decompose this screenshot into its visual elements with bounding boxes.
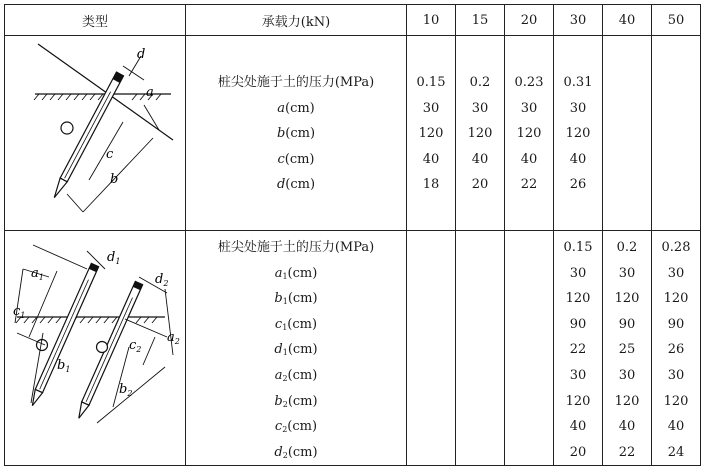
unit: (cm): [285, 126, 316, 141]
type2-labels: [186, 231, 407, 466]
cell: 0.31: [563, 75, 593, 90]
cell: 120: [565, 291, 591, 307]
type2-col-30: [554, 231, 603, 466]
cell: 22: [618, 444, 636, 460]
type1-col-50: [652, 36, 701, 231]
header-type: 类型: [5, 5, 186, 36]
cell: 40: [569, 151, 587, 167]
cell: 18: [422, 177, 440, 192]
cell: 26: [667, 342, 685, 358]
type1-row: [5, 36, 701, 231]
header-load-50: 50: [652, 5, 701, 36]
var-d: d: [276, 177, 286, 192]
type2-label-a2: $a_2(cm)$: [274, 367, 318, 383]
type1-labels: [186, 36, 407, 231]
type2-col-20: [505, 231, 554, 466]
cell: 24: [667, 444, 685, 460]
cell: 120: [418, 126, 444, 141]
diagram-label-d2: $d_2$: [155, 272, 169, 288]
type2-label-d1: $d_1(cm)$: [274, 342, 318, 358]
diagram-label-a2: $a_2$: [167, 330, 180, 346]
type2-label-c1: $c_1(cm)$: [274, 316, 318, 332]
type2-col-50: [652, 231, 701, 466]
cell: 22: [569, 342, 587, 358]
cell: 0.15: [416, 75, 446, 90]
type1-label-d: [186, 172, 406, 198]
cell: 25: [618, 342, 636, 358]
diagram-label-b: b: [110, 172, 119, 187]
cell: 30: [618, 265, 636, 281]
cell: 120: [467, 126, 493, 141]
type2-label-b1: $b_1(cm)$: [274, 291, 318, 307]
diagram-label-d1: $d_1$: [107, 250, 121, 266]
cell: 0.2: [469, 75, 491, 90]
unit: (cm): [285, 177, 316, 192]
cell: 40: [569, 419, 587, 435]
cell: 120: [614, 393, 640, 409]
cell: 120: [565, 393, 591, 409]
header-load-30: 30: [554, 5, 603, 36]
header-load-20: 20: [505, 5, 554, 36]
cell: 120: [565, 126, 591, 141]
type1-col-20: [505, 36, 554, 231]
diagram-label-a: a: [146, 85, 154, 100]
type2-row: [5, 231, 701, 466]
pile-spec-table: [4, 4, 701, 466]
type2-col-15: [456, 231, 505, 466]
cell: 40: [618, 419, 636, 435]
type2-pressure-label: 桩尖处施于土的压力(MPa): [217, 240, 375, 255]
type1-diagram-cell: [5, 36, 186, 231]
type2-label-d2: $d_2(cm)$: [274, 444, 318, 460]
cell: 22: [520, 177, 538, 192]
cell: 26: [569, 177, 587, 192]
cell: 30: [667, 367, 685, 383]
cell: 0.15: [563, 240, 593, 255]
cell: 30: [471, 100, 489, 116]
cell: 90: [569, 316, 587, 332]
header-load-15: 15: [456, 5, 505, 36]
type1-label-c: [186, 147, 406, 173]
cell: 120: [614, 291, 640, 307]
cell: 90: [618, 316, 636, 332]
cell: 40: [422, 151, 440, 167]
type1-pressure-label: 桩尖处施于土的压力(MPa): [217, 75, 375, 90]
unit: (cm): [285, 100, 315, 116]
type1-label-b: [186, 121, 406, 147]
cell: 40: [667, 419, 685, 435]
diagram-label-d: d: [137, 47, 146, 62]
cell: 30: [520, 100, 538, 116]
double-pile-diagram: [5, 231, 185, 453]
type2-col-10: [407, 231, 456, 466]
diagram-label-c1: $c_1$: [13, 304, 26, 320]
cell: 120: [516, 126, 542, 141]
cell: 30: [618, 367, 636, 383]
type2-label-b2: $b_2(cm)$: [274, 393, 318, 409]
type1-col-30: [554, 36, 603, 231]
cell: 40: [520, 151, 538, 167]
cell: 30: [667, 265, 685, 281]
var-b: b: [276, 126, 286, 141]
type2-diagram-cell: [5, 231, 186, 466]
cell: 30: [569, 100, 587, 116]
cell: 30: [422, 100, 440, 116]
header-row: [5, 5, 701, 36]
cell: 30: [569, 367, 587, 383]
cell: 120: [663, 393, 689, 409]
cell: 120: [663, 291, 689, 307]
header-load-40: 40: [603, 5, 652, 36]
cell: 30: [569, 265, 587, 281]
type1-col-40: [603, 36, 652, 231]
cell: 90: [667, 316, 685, 332]
diagram-label-a1: $a_1$: [31, 266, 44, 282]
cell: 40: [471, 151, 489, 167]
cell: 20: [569, 444, 587, 460]
type2-label-a1: $a_1(cm)$: [274, 265, 318, 281]
var-c: c: [277, 151, 285, 167]
diagram-label-c: c: [106, 147, 114, 162]
diagram-label-b2: $b_2$: [119, 382, 133, 398]
diagram-label-c2: $c_2$: [129, 338, 142, 354]
type1-col-15: [456, 36, 505, 231]
type1-label-a: [186, 96, 406, 122]
diagram-label-b1: $b_1$: [57, 358, 71, 374]
header-capacity: 承载力(kN): [186, 5, 407, 36]
cell: 20: [471, 177, 489, 192]
var-a: a: [277, 100, 285, 116]
header-load-10: 10: [407, 5, 456, 36]
cell: 0.23: [514, 75, 544, 90]
unit: (cm): [284, 151, 315, 167]
single-pile-diagram: [5, 36, 185, 226]
type1-col-10: [407, 36, 456, 231]
type2-col-40: [603, 231, 652, 466]
cell: 0.28: [661, 240, 691, 255]
cell: 0.2: [616, 240, 638, 255]
type2-label-c2: $c_2(cm)$: [274, 419, 318, 435]
